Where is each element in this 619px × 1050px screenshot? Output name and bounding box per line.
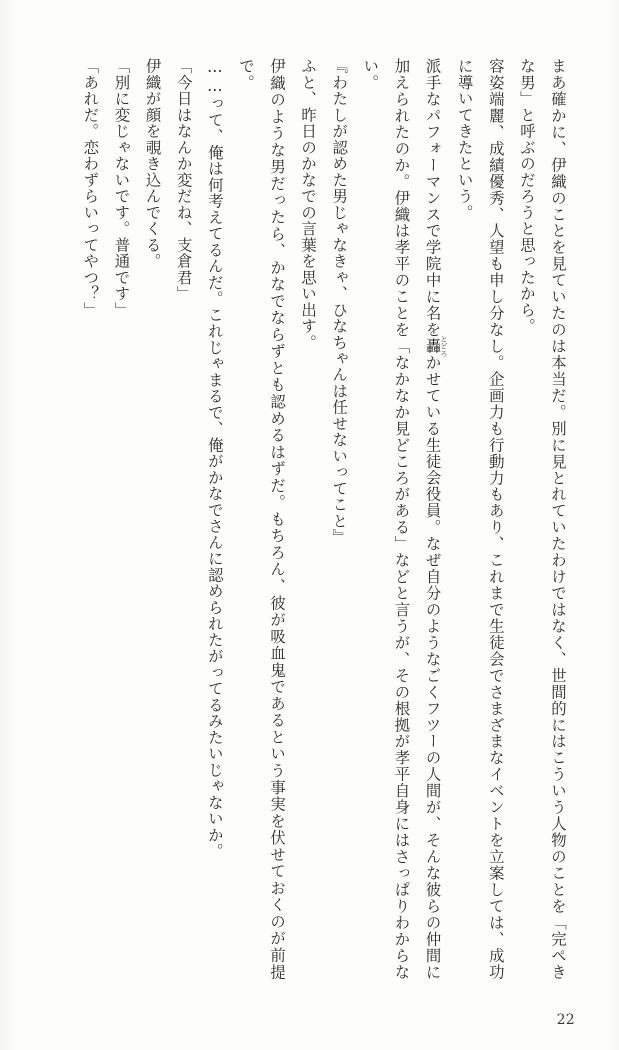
paragraph-3-part-a: 派手なパフォーマンスで学院中に名を (423, 58, 442, 338)
paragraph-3-part-b: かせている生徒会役員。なぜ自分のようなごくフツーの人間が、そんな彼らの仲間に加えられたのか。伊織は孝平のことを「なかなか見どころがある」などと言うが、その根拠が孝平自身にはさっぱりわからない。 (361, 58, 442, 980)
paragraph-2: 容姿端麗、成績優秀、人望も申し分なし。企画力も行動力もあり、これまで生徒会でさまざまなイベントを立案しては、成功に導いてきたという。 (455, 58, 505, 980)
paragraph-7: ……って、俺は何考えてるんだ。これじゃまるで、俺がかなでさんに認められたがってるみたいじゃないか。 (205, 58, 224, 860)
paragraph-8-dialogue: 「今日はなんか変だね、支倉君」 (174, 58, 193, 302)
paragraph-11-dialogue: 「あれだ。恋わずらいってやつ？」 (81, 58, 100, 318)
paragraph-4-quote: 『わたしが認めた男じゃなきゃ、ひなちゃんは任せないってこと』 (330, 58, 349, 546)
paragraph-9: 伊織が顔を覗き込んでくる。 (143, 58, 162, 270)
ruby-reading: とどろ (440, 335, 450, 357)
paragraph-5: ふと、昨日のかなでの言葉を思い出す。 (299, 58, 318, 351)
paragraph-6: 伊織のような男だったら、かなでならずとも認めるはずだ。もちろん、彼が吸血鬼であるという事実を伏せておくのが前提で。 (236, 58, 287, 980)
novel-body-text (60, 58, 573, 980)
page-number: 22 (556, 1012, 575, 1028)
paragraph-3 (354, 58, 448, 980)
paragraph-10-dialogue: 「別に変じゃないです。普通です」 (112, 58, 131, 318)
ruby-base: 轟 (423, 335, 442, 357)
ruby-todoroki (423, 335, 450, 357)
paragraph-1: まあ確かに、伊織のことを見ていたのは本当だ。別に見とれていたわけではなく、世間的にはこういう人物のことを「完ぺきな男」と呼ぶのだろうと思ったから。 (517, 58, 567, 980)
page-edge-shade-left (0, 0, 14, 1050)
page-edge-shade-right (605, 0, 619, 1050)
